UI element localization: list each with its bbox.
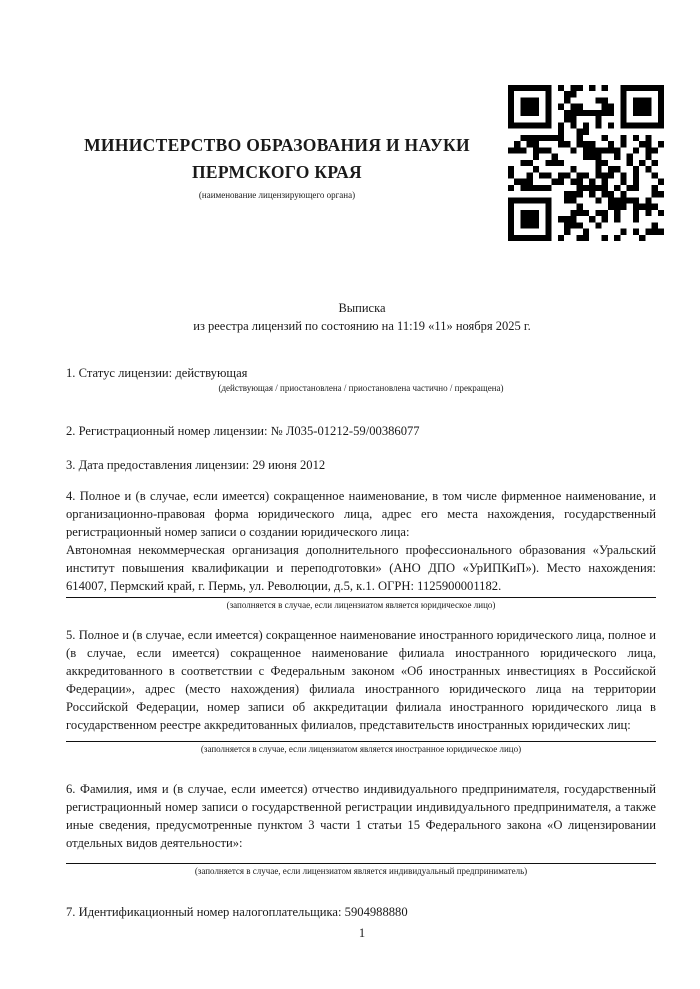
ministry-name-line2: ПЕРМСКОГО КРАЯ	[192, 162, 362, 182]
issuing-authority-header	[66, 132, 488, 201]
document-title	[66, 300, 658, 335]
item-6-individual-entrepreneur-heading: 6. Фамилия, имя и (в случае, если имеется) отчество индивидуального предпринимателя, государственный регистрационный номер записи о государственной регистрации индивидуального предпринимателя, а также иные сведения, предусмотренные пунктом 3 части 1 статьи 15 Федерального закона «О лицензировании отдельных видов деятельности»:	[66, 782, 656, 850]
document-title-line1: Выписка	[338, 301, 386, 315]
item-6-fill-line	[66, 863, 656, 864]
item-3-grant-date: 3. Дата предоставления лицензии: 29 июня 2012	[66, 458, 326, 472]
qr-code	[508, 84, 664, 242]
page-number: 1	[358, 926, 366, 940]
item-5-caption: (заполняется в случае, если лицензиатом является иностранное юридическое лицо)	[200, 744, 522, 754]
ministry-name-line1: МИНИСТЕРСТВО ОБРАЗОВАНИЯ И НАУКИ	[84, 135, 470, 155]
document-body	[66, 364, 656, 921]
qr-code-image	[508, 84, 664, 242]
item-4-caption: (заполняется в случае, если лицензиатом является юридическое лицо)	[226, 600, 496, 610]
item-7-taxpayer-id: 7. Идентификационный номер налогоплательщика: 5904988880	[66, 905, 408, 919]
document-title-line2: из реестра лицензий по состоянию на 11:19 «11» ноября 2025 г.	[193, 318, 531, 333]
item-5-foreign-entity-heading: 5. Полное и (в случае, если имеется) сокращенное наименование иностранного юридического лица, полное и (в случае, если имеется) сокращенное наименование филиала иностранного юридического лица, аккредитованного в соответствии с Федеральным законом «Об иностранных инвестициях в Российской Федерации», адрес (место нахождения) филиала иностранного юридического лица на территории Российской Федерации, номер записи об аккредитации филиала иностранного юридического лица в государственном реестре аккредитованных филиалов, представительств иностранных юридических лиц:	[66, 628, 656, 732]
item-4-legal-entity-value: Автономная некоммерческая организация дополнительного профессионального образования «Уральский институт повышения квалификации и переподготовки» (АНО ДПО «УрИПКиП»). Место нахождения: 614007, Пермский край, г. Пермь, ул. Революции, д.5, к.1. ОГРН: 1125900001182.	[66, 543, 656, 593]
item-4-fill-line	[66, 597, 656, 598]
item-1-caption: (действующая / приостановлена / приостановлена частично / прекращена)	[218, 383, 504, 393]
item-5-fill-line	[66, 741, 656, 742]
item-1-license-status: 1. Статус лицензии: действующая	[66, 366, 248, 380]
item-6-caption: (заполняется в случае, если лицензиатом является индивидуальный предприниматель)	[194, 866, 528, 876]
item-2-registration-number: 2. Регистрационный номер лицензии: № Л035-01212-59/00386077	[66, 424, 420, 438]
item-4-legal-entity-heading: 4. Полное и (в случае, если имеется) сокращенное наименование, в том числе фирменное наименование, и организационно-правовая форма юридического лица, адрес его места нахождения, государственный регистрационный номер записи о создании юридического лица:	[66, 489, 656, 539]
ministry-caption: (наименование лицензирующего органа)	[198, 190, 356, 200]
